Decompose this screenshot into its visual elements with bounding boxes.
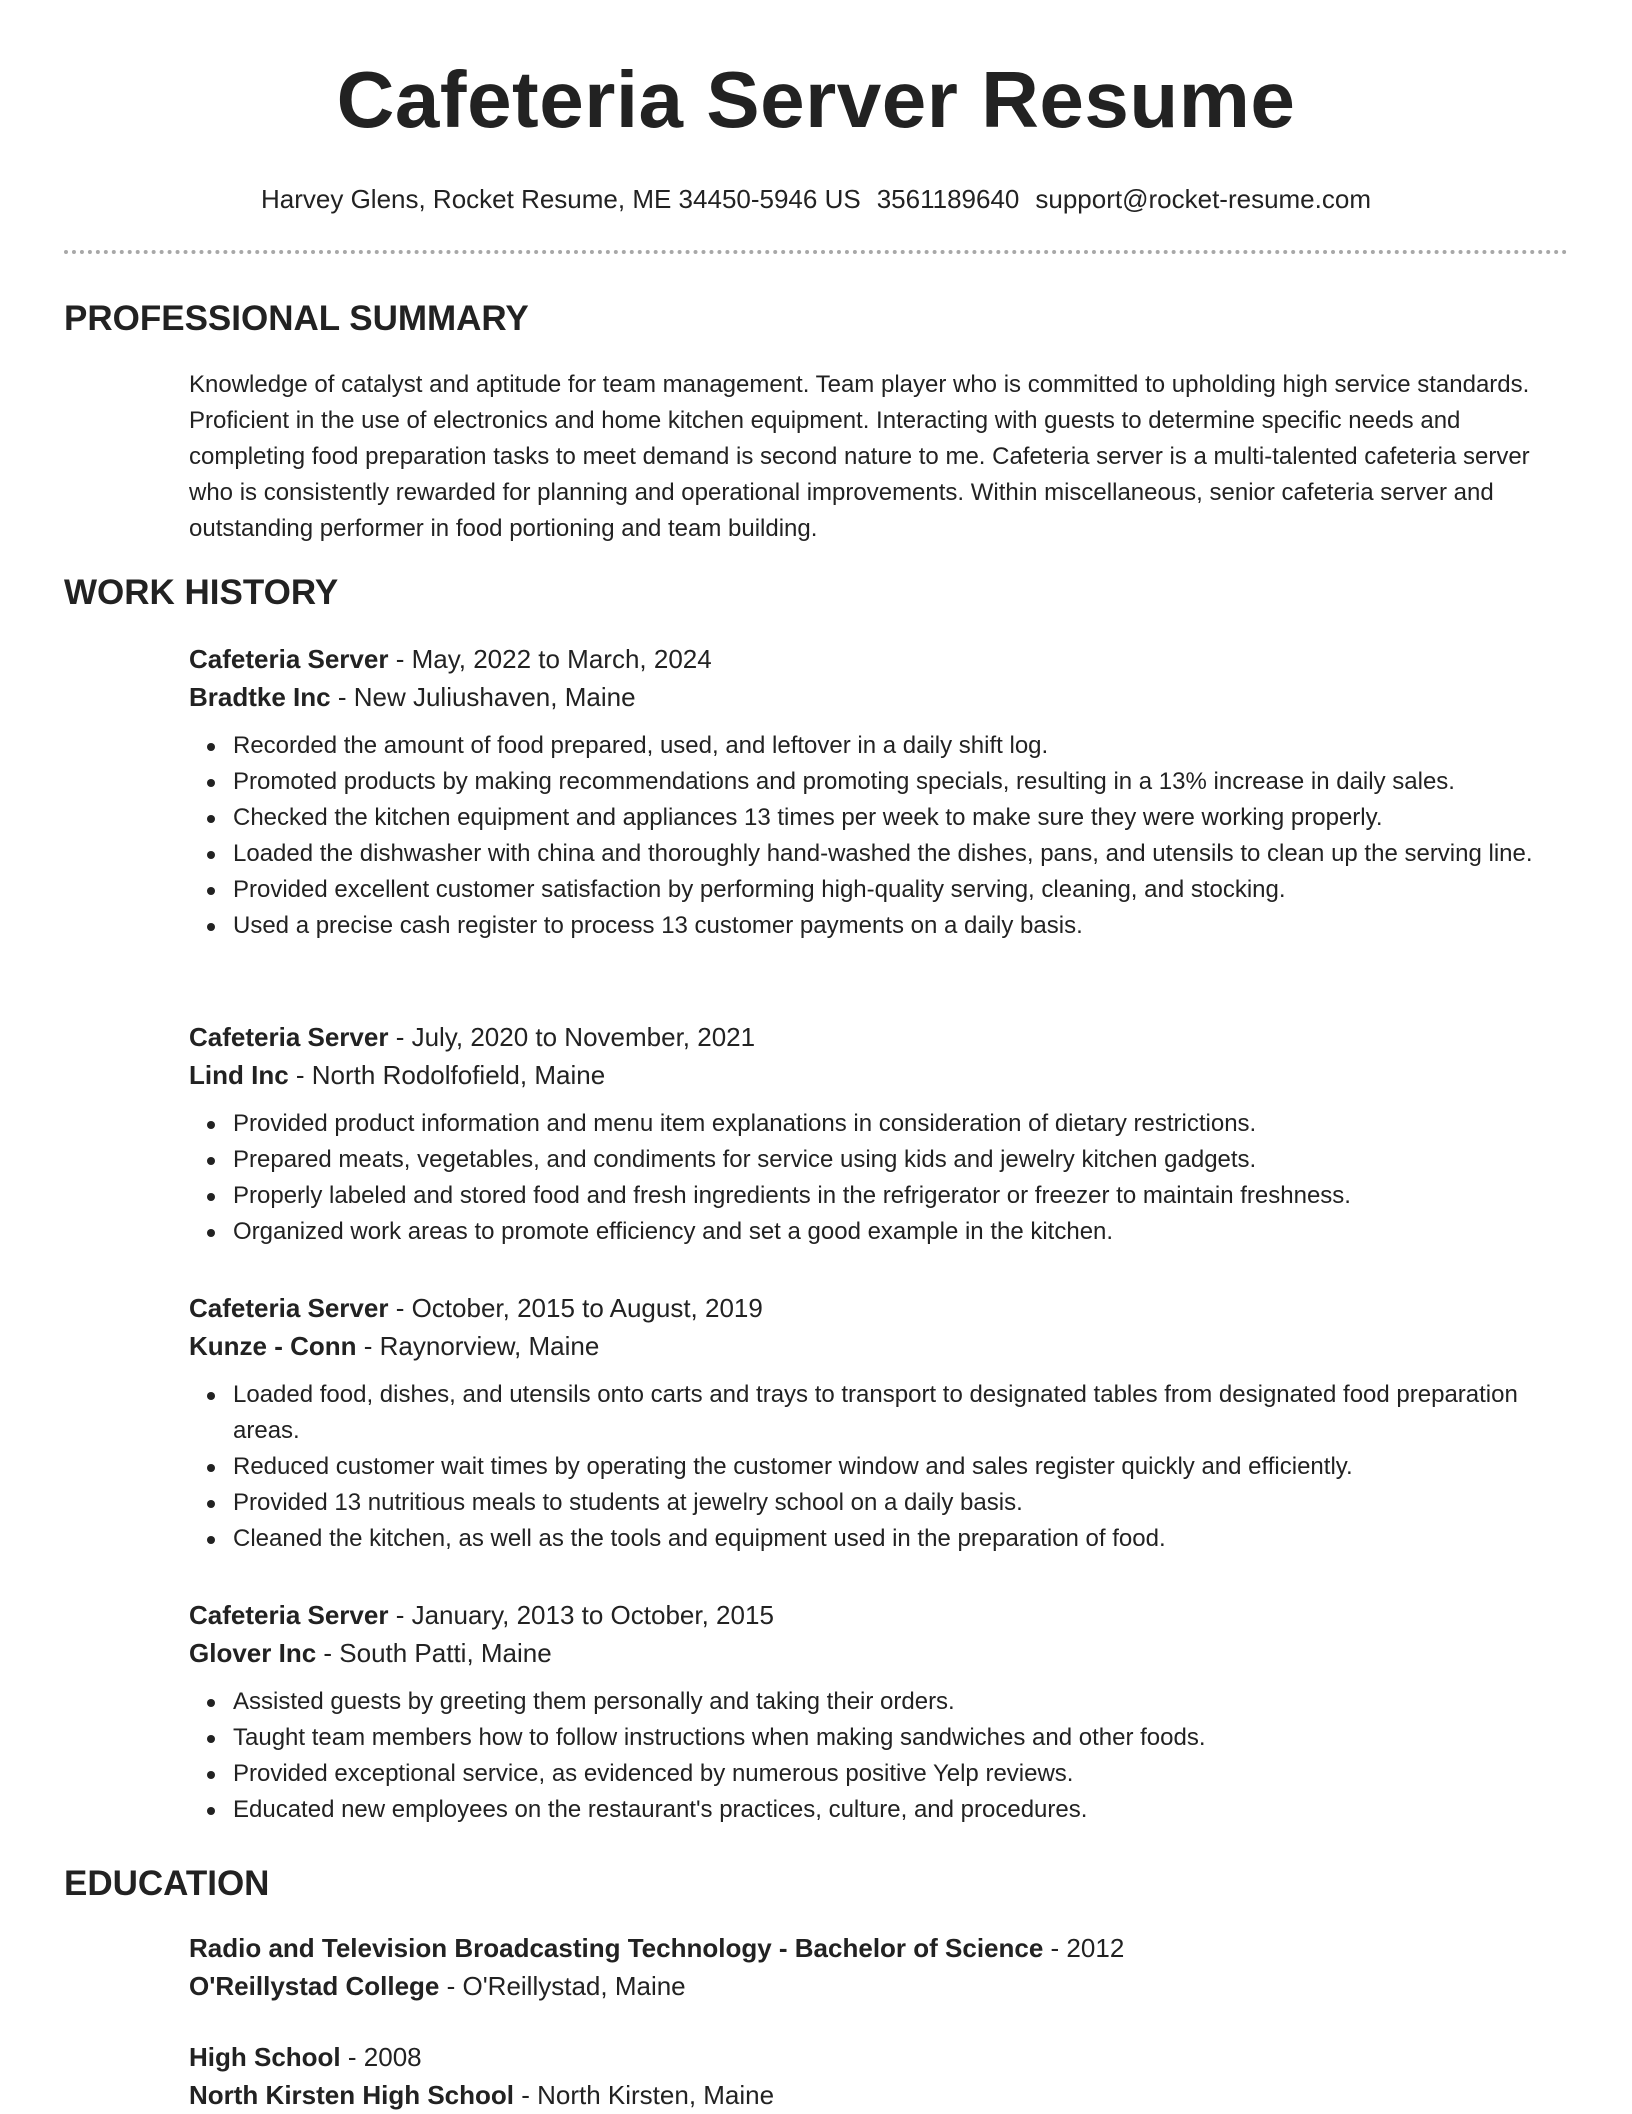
job-bullet: Assisted guests by greeting them personally and taking their orders. (233, 1684, 1534, 1720)
job-dates: - January, 2013 to October, 2015 (388, 1600, 774, 1630)
job-bullet: Loaded the dishwasher with china and thoroughly hand-washed the dishes, pans, and utensils to clean up the serving line. (233, 836, 1534, 872)
contact-address: Harvey Glens, Rocket Resume, ME 34450-5946 US (260, 184, 861, 214)
job-title: Cafeteria Server (189, 1293, 389, 1323)
job-location: - South Patti, Maine (316, 1638, 552, 1668)
job-title-line (189, 1289, 1534, 1327)
job-bullet: Properly labeled and stored food and fresh ingredients in the refrigerator or freezer to maintain freshness. (233, 1178, 1534, 1214)
job-company: Kunze - Conn (189, 1331, 357, 1361)
education-school: O'Reillystad College (189, 1971, 440, 2001)
work-history-heading: WORK HISTORY (64, 573, 339, 612)
job-company: Glover Inc (189, 1638, 317, 1668)
education-year: - 2008 (340, 2042, 422, 2072)
job-company-line (189, 1327, 1534, 1365)
contact-line (0, 181, 1632, 217)
summary-text: Knowledge of catalyst and aptitude for team management. Team player who is committed to upholding high service standards. Proficient in the use of electronics and home kitchen equipment. Interacting with guests to determine specific needs and completing food preparation tasks to meet demand is second nature to me. Cafeteria server is a multi-talented cafeteria server who is consistently rewarded for planning and operational improvements. Within miscellaneous, senior cafeteria server and outstanding performer in food portioning and team building. (189, 371, 1530, 542)
job-bullet: Cleaned the kitchen, as well as the tools and equipment used in the preparation of food. (233, 1521, 1534, 1557)
job-bullet: Prepared meats, vegetables, and condiments for service using kids and jewelry kitchen gadgets. (233, 1142, 1534, 1178)
job-dates: - July, 2020 to November, 2021 (388, 1022, 756, 1052)
job-bullet-list (189, 1684, 1534, 1828)
job-company: Bradtke Inc (189, 682, 331, 712)
education-heading: EDUCATION (64, 1864, 270, 1903)
job-title: Cafeteria Server (189, 644, 389, 674)
job-location: - North Rodolfofield, Maine (288, 1060, 606, 1090)
job-bullet: Provided exceptional service, as evidenced by numerous positive Yelp reviews. (233, 1756, 1534, 1792)
job-bullet: Provided 13 nutritious meals to students at jewelry school on a daily basis. (233, 1485, 1534, 1521)
job-entry (189, 1018, 1534, 1250)
job-bullet: Loaded food, dishes, and utensils onto carts and trays to transport to designated tables from designated food preparation areas. (233, 1377, 1534, 1449)
job-bullet: Taught team members how to follow instructions when making sandwiches and other foods. (233, 1720, 1534, 1756)
job-company-line (189, 1634, 1534, 1672)
job-bullet: Educated new employees on the restaurant's practices, culture, and procedures. (233, 1792, 1534, 1828)
job-company: Lind Inc (189, 1060, 289, 1090)
education-entry (189, 1929, 1534, 2005)
education-degree-line (189, 1929, 1534, 1967)
job-bullet: Promoted products by making recommendations and promoting specials, resulting in a 13% increase in daily sales. (233, 764, 1534, 800)
job-dates: - October, 2015 to August, 2019 (388, 1293, 763, 1323)
education-degree: High School (189, 2042, 341, 2072)
job-company-line (189, 1056, 1534, 1094)
education-location: - O'Reillystad, Maine (439, 1971, 686, 2001)
education-entry (189, 2038, 1534, 2114)
job-bullet: Used a precise cash register to process 13 customer payments on a daily basis. (233, 908, 1534, 944)
job-bullet: Checked the kitchen equipment and appliances 13 times per week to make sure they were working properly. (233, 800, 1534, 836)
header-divider (64, 250, 1568, 254)
job-entry (189, 1596, 1534, 1828)
education-degree-line (189, 2038, 1534, 2076)
education-location: - North Kirsten, Maine (514, 2080, 775, 2110)
job-bullet: Provided product information and menu item explanations in consideration of dietary restrictions. (233, 1106, 1534, 1142)
job-bullet-list (189, 728, 1534, 944)
job-location: - New Juliushaven, Maine (330, 682, 636, 712)
education-school-line (189, 1967, 1534, 2005)
job-location: - Raynorview, Maine (356, 1331, 600, 1361)
education-school-line (189, 2076, 1534, 2114)
resume-title: Cafeteria Server Resume (336, 55, 1296, 144)
education-year: - 2012 (1043, 1933, 1125, 1963)
job-title-line (189, 1596, 1534, 1634)
job-bullet: Provided excellent customer satisfaction by performing high-quality serving, cleaning, and stocking. (233, 872, 1534, 908)
job-entry (189, 640, 1534, 944)
job-title-line (189, 640, 1534, 678)
contact-email: support@rocket-resume.com (1035, 184, 1371, 214)
education-degree: Radio and Television Broadcasting Technology - Bachelor of Science (189, 1933, 1044, 1963)
job-entry (189, 1289, 1534, 1557)
job-dates: - May, 2022 to March, 2024 (388, 644, 712, 674)
contact-phone: 3561189640 (876, 184, 1020, 214)
job-bullet-list (189, 1377, 1534, 1557)
job-bullet: Recorded the amount of food prepared, used, and leftover in a daily shift log. (233, 728, 1534, 764)
job-bullet-list (189, 1106, 1534, 1250)
job-bullet: Organized work areas to promote efficiency and set a good example in the kitchen. (233, 1214, 1534, 1250)
job-bullet: Reduced customer wait times by operating the customer window and sales register quickly and efficiently. (233, 1449, 1534, 1485)
job-title-line (189, 1018, 1534, 1056)
summary-heading: PROFESSIONAL SUMMARY (64, 299, 529, 338)
job-company-line (189, 678, 1534, 716)
education-school: North Kirsten High School (189, 2080, 514, 2110)
job-title: Cafeteria Server (189, 1600, 389, 1630)
job-title: Cafeteria Server (189, 1022, 389, 1052)
